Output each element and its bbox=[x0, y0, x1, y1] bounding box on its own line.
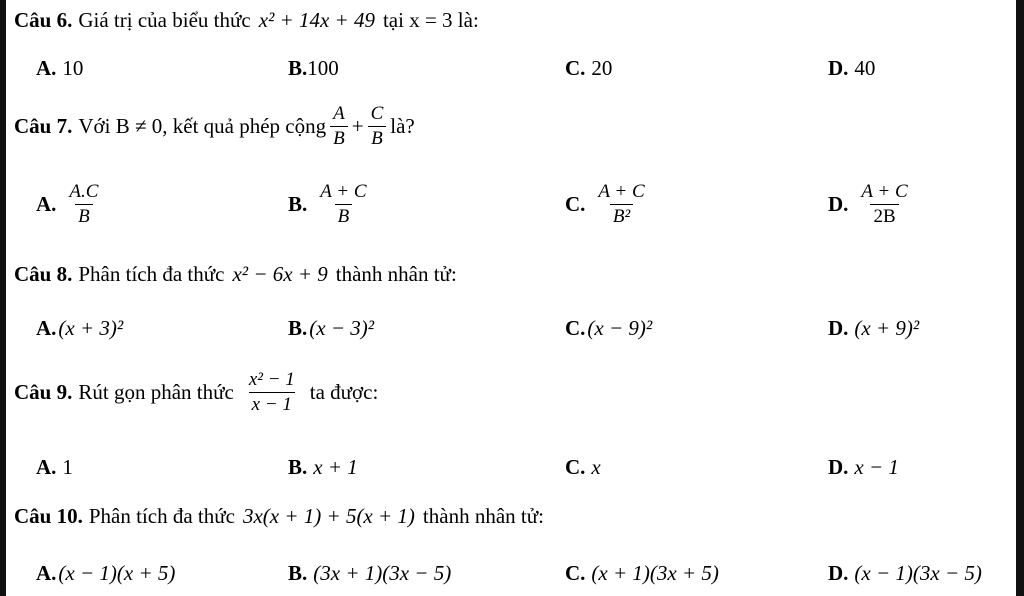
option-letter: B. bbox=[288, 56, 308, 80]
q10-option-a[interactable] bbox=[36, 561, 175, 586]
option-letter: D. bbox=[828, 192, 849, 216]
option-letter: B. bbox=[288, 561, 308, 585]
question-number: Câu 10. bbox=[14, 504, 83, 528]
question-number: Câu 8. bbox=[14, 262, 73, 286]
q8-option-d[interactable] bbox=[828, 316, 919, 341]
option-fraction: $\frac{A.C}{B}$ bbox=[69, 181, 99, 227]
option-letter: B. bbox=[288, 192, 308, 216]
question-7 bbox=[14, 104, 415, 149]
option-fraction: $\frac{A + C}{2B}$ bbox=[861, 181, 908, 227]
option-value: 40 bbox=[854, 56, 876, 80]
option-letter: B. bbox=[288, 455, 308, 479]
option-value: 20 bbox=[591, 56, 613, 80]
q8-option-a[interactable] bbox=[36, 316, 123, 341]
question-10 bbox=[14, 504, 544, 529]
option-letter: A. bbox=[36, 455, 57, 479]
question-8 bbox=[14, 262, 457, 287]
q9-option-a[interactable] bbox=[36, 455, 73, 480]
option-value: 100 bbox=[307, 56, 339, 80]
left-frame-border bbox=[0, 0, 6, 596]
option-letter: A. bbox=[36, 56, 57, 80]
right-frame-border bbox=[1016, 0, 1024, 596]
option-value: (x + 3)² bbox=[58, 316, 124, 340]
q10-option-d[interactable] bbox=[828, 561, 982, 586]
option-letter: C. bbox=[565, 561, 586, 585]
q9-option-b[interactable] bbox=[288, 455, 358, 480]
option-letter: D. bbox=[828, 561, 849, 585]
math-expression: x² + 14x + 49 bbox=[258, 8, 375, 32]
question-6 bbox=[14, 8, 479, 33]
option-value: (x + 1)(3x + 5) bbox=[591, 561, 719, 585]
q7-option-c[interactable] bbox=[565, 182, 652, 227]
option-letter: A. bbox=[36, 316, 57, 340]
math-expression: 3x(x + 1) + 5(x + 1) bbox=[242, 504, 415, 528]
option-value: (x − 9)² bbox=[587, 316, 653, 340]
q8-option-b[interactable] bbox=[288, 316, 374, 341]
question-text-end: thành nhân tử: bbox=[422, 504, 544, 528]
option-letter: D. bbox=[828, 316, 849, 340]
option-value: (x − 1)(3x − 5) bbox=[854, 561, 982, 585]
option-letter: C. bbox=[565, 316, 586, 340]
option-value: (3x + 1)(3x − 5) bbox=[313, 561, 452, 585]
fraction-c-over-b: $\frac{C}{B}$ bbox=[368, 104, 387, 149]
question-text: Giá trị của biểu thức bbox=[78, 8, 251, 32]
option-value: (x − 3)² bbox=[309, 316, 375, 340]
q7-option-a[interactable] bbox=[36, 182, 105, 227]
question-text: Phân tích đa thức bbox=[78, 262, 225, 286]
question-text: Phân tích đa thức bbox=[88, 504, 235, 528]
q6-option-d[interactable] bbox=[828, 56, 875, 81]
question-number: Câu 6. bbox=[14, 8, 73, 32]
option-fraction: $\frac{A + C}{\text{B²}}$ bbox=[598, 181, 645, 227]
question-text-end: là? bbox=[390, 114, 415, 138]
fraction-expression: $\frac{\text{x² − 1}}{x - 1}$ bbox=[248, 369, 295, 415]
q7-option-b[interactable] bbox=[288, 182, 374, 227]
option-value: (x − 1)(x + 5) bbox=[58, 561, 176, 585]
math-expression: x² − 6x + 9 bbox=[232, 262, 328, 286]
option-value: (x + 9)² bbox=[854, 316, 920, 340]
option-value: 1 bbox=[62, 455, 73, 479]
option-fraction: $\frac{A + C}{B}$ bbox=[320, 181, 367, 227]
question-text-end: thành nhân tử: bbox=[335, 262, 457, 286]
option-value: x bbox=[591, 455, 601, 479]
option-letter: B. bbox=[288, 316, 308, 340]
option-value: 10 bbox=[62, 56, 84, 80]
question-text: Với B ≠ 0, kết quả phép cộng bbox=[78, 114, 327, 138]
q10-option-b[interactable] bbox=[288, 561, 451, 586]
option-value: x − 1 bbox=[854, 455, 899, 479]
q10-option-c[interactable] bbox=[565, 561, 719, 586]
question-number: Câu 9. bbox=[14, 380, 73, 404]
option-letter: A. bbox=[36, 561, 57, 585]
question-number: Câu 7. bbox=[14, 114, 73, 138]
option-letter: C. bbox=[565, 455, 586, 479]
q6-option-c[interactable] bbox=[565, 56, 612, 81]
q6-option-a[interactable] bbox=[36, 56, 83, 81]
option-letter: C. bbox=[565, 192, 586, 216]
option-letter: D. bbox=[828, 56, 849, 80]
question-text-end: tại x = 3 là: bbox=[382, 8, 479, 32]
option-letter: A. bbox=[36, 192, 57, 216]
question-9 bbox=[14, 370, 378, 415]
q9-option-d[interactable] bbox=[828, 455, 899, 480]
q8-option-c[interactable] bbox=[565, 316, 652, 341]
option-value: x + 1 bbox=[313, 455, 358, 479]
q7-option-d[interactable] bbox=[828, 182, 915, 227]
q9-option-c[interactable] bbox=[565, 455, 601, 480]
q6-option-b[interactable] bbox=[288, 56, 339, 81]
question-text-end: ta được: bbox=[309, 380, 379, 404]
plus-sign: + bbox=[351, 114, 364, 138]
fraction-a-over-b: $\frac{A}{B}$ bbox=[330, 104, 348, 149]
option-letter: D. bbox=[828, 455, 849, 479]
question-text: Rút gọn phân thức bbox=[78, 380, 234, 404]
option-letter: C. bbox=[565, 56, 586, 80]
